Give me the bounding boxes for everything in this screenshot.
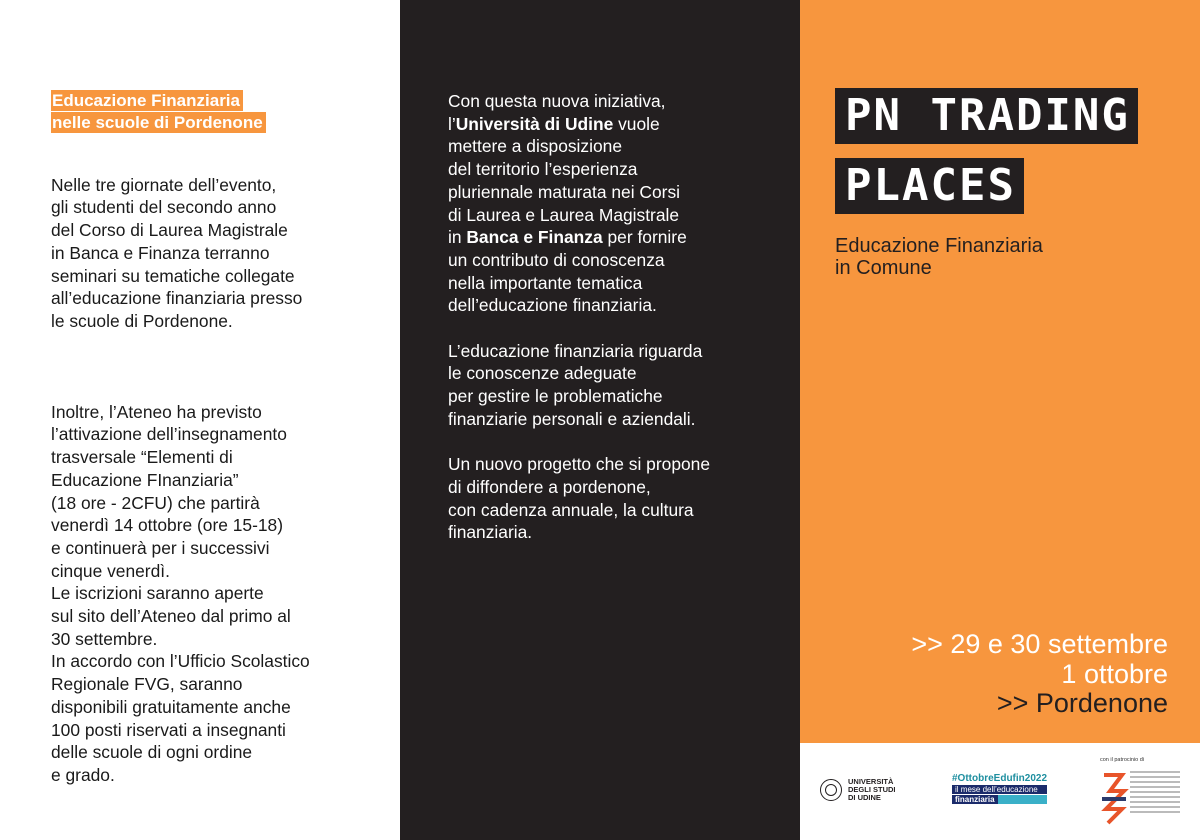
date-line-2: 1 ottobre bbox=[1061, 658, 1168, 689]
left-paragraph-1: Nelle tre giornate dell’evento, gli studenti del secondo anno del Corso di Laurea Magistrale in Banca e Finanza terranno seminari su tematiche collegate all’educazione finanziaria presso le scuole di Pordenone. bbox=[51, 174, 303, 331]
middle-p1-text-a: Con questa nuova iniziativa, l’ bbox=[448, 91, 666, 134]
middle-paragraph-2: L’educazione finanziaria riguarda le conoscenze adeguate per gestire le problematiche finanziarie personali e aziendali. bbox=[448, 340, 703, 429]
orange-cover bbox=[800, 0, 1200, 743]
edufin-line-2-row bbox=[952, 795, 1047, 804]
left-panel bbox=[0, 0, 400, 840]
subtitle-line-1: Educazione Finanziaria bbox=[835, 235, 1043, 257]
left-body bbox=[51, 151, 391, 809]
subtitle-line-2: in Comune bbox=[835, 257, 932, 279]
university-logo-text: UNIVERSITÀ DEGLI STUDI DI UDINE bbox=[848, 777, 896, 802]
course-name-bold: Banca e Finanza bbox=[466, 227, 603, 248]
left-title-line-1: Educazione Finanziaria bbox=[51, 90, 243, 111]
edufin-line-2: finanziaria bbox=[952, 795, 998, 804]
patronage-mark-icon bbox=[1100, 769, 1130, 825]
edufin-line-1: il mese dell’educazione bbox=[952, 785, 1047, 794]
middle-paragraph-3: Un nuovo progetto che si propone di diffondere a pordenone, con cadenza annuale, la cultura finanziaria. bbox=[448, 454, 711, 543]
patronage-text-lines bbox=[1130, 771, 1180, 816]
patronage-label: con il patrocinio di bbox=[1100, 757, 1145, 763]
sponsor-strip bbox=[800, 743, 1200, 840]
middle-p1-text-e: per fornire un contributo di conoscenza nella importante tematica dell’educazione finanziaria. bbox=[448, 227, 687, 316]
middle-body bbox=[448, 90, 793, 567]
middle-p1-text-c: vuole mettere a disposizione del territorio l’esperienza pluriennale maturata nei Corsi di Laurea e Laurea Magistrale in bbox=[448, 113, 680, 248]
patronage-logo bbox=[1100, 769, 1180, 829]
event-logo bbox=[835, 88, 1138, 214]
event-dates bbox=[911, 630, 1168, 719]
left-paragraph-2: Inoltre, l’Ateneo ha previsto l’attivazione dell’insegnamento trasversale “Elementi di Educazione FInanziaria” (18 ore - 2CFU) che partirà venerdì 14 ottobre (ore 15-18) e continuerà per i successivi cinque venerdì. Le iscrizioni saranno aperte sul sito dell’Ateneo dal primo al 30 settembre. In accordo con l’Ufficio Scolastico Regionale FVG, saranno disponibili gratuitamente anche 100 posti riservati a insegnanti delle scuole di ogni ordine e grado. bbox=[51, 401, 310, 785]
logo-line-1: PN TRADING bbox=[835, 88, 1138, 144]
event-subtitle bbox=[835, 235, 1043, 279]
event-city: >> Pordenone bbox=[996, 688, 1168, 718]
edufin-logo bbox=[952, 773, 1047, 804]
left-title-line-2: nelle scuole di Pordenone bbox=[51, 112, 266, 133]
date-line-1: >> 29 e 30 settembre bbox=[911, 629, 1168, 659]
left-title bbox=[51, 90, 266, 134]
university-logo bbox=[820, 778, 896, 802]
edufin-hashtag: #OttobreEdufin2022 bbox=[952, 773, 1048, 784]
university-name-bold: Università di Udine bbox=[455, 113, 614, 134]
middle-panel bbox=[400, 0, 800, 840]
edufin-url-bar bbox=[998, 795, 1047, 804]
middle-paragraph-1 bbox=[448, 90, 793, 317]
logo-line-2: PLACES bbox=[835, 158, 1024, 214]
right-panel bbox=[800, 0, 1200, 840]
university-seal-icon bbox=[820, 779, 842, 801]
